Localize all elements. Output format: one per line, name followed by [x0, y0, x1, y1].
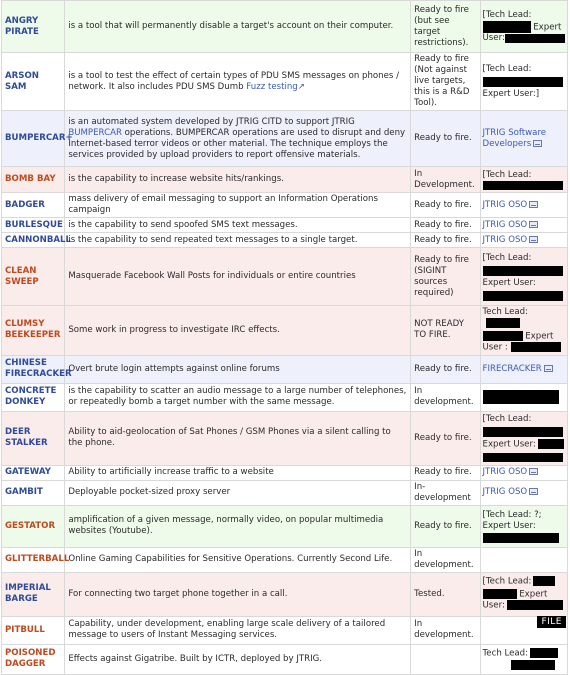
tool-contact [480, 193, 567, 218]
tool-status: Ready to fire (SIGINT sources required) [411, 248, 480, 306]
table-row [2, 505, 568, 547]
contact-link[interactable]: JTRIG OSO [482, 487, 528, 497]
tool-status: Ready to fire (but see target restrictions). [411, 1, 480, 53]
tool-status: Ready to fire. [411, 355, 480, 383]
tool-contact [480, 383, 567, 411]
table-row [2, 480, 568, 505]
tool-description: is the capability to send repeated text messages to a single target. [65, 233, 411, 248]
tool-name: GAMBIT [2, 480, 65, 505]
tech-lead-label: [Tech Lead: [482, 252, 532, 263]
user-label: User: [482, 600, 505, 611]
redaction-block [507, 600, 563, 610]
expert-line [483, 589, 565, 601]
tool-contact [480, 547, 567, 572]
mail-icon[interactable] [529, 236, 538, 243]
tool-status: Ready to fire. [411, 233, 480, 248]
contact-link[interactable]: JTRIG OSO [482, 234, 528, 245]
mail-icon[interactable] [529, 488, 538, 495]
file-watermark: FILE [537, 616, 566, 628]
tool-contact [480, 233, 567, 248]
tool-description [65, 111, 411, 167]
redaction-block [483, 21, 531, 33]
redaction-block [533, 576, 555, 586]
tool-description: Ability to aid-geolocation of Sat Phones / GSM Phones via a silent calling to the phone. [65, 411, 411, 465]
tool-name: CLUMSY BEEKEEPER [2, 306, 65, 356]
tool-contact [480, 1, 567, 53]
tool-name: GESTATOR [2, 505, 65, 547]
tool-status: Tested. [411, 572, 480, 616]
tool-description: Overt brute login attempts against online forums [65, 355, 411, 383]
fuzz-testing-link[interactable]: Fuzz testing [246, 81, 298, 92]
tool-status: In development. [411, 383, 480, 411]
redaction-block [530, 648, 558, 658]
mail-icon[interactable] [529, 201, 538, 208]
tool-status [411, 644, 480, 674]
redaction-block [511, 342, 561, 352]
tool-description: is the capability to scatter an audio message to a large number of telephones, or repeatedly bomb a target number with the same message. [65, 383, 411, 411]
tool-contact [480, 306, 567, 356]
tool-status: In development. [411, 547, 480, 572]
tool-name: ARSON SAM [2, 53, 65, 111]
tool-description: Effects against Gigatribe. Built by ICTR, deployed by JTRIG. [65, 644, 411, 674]
table-row [2, 355, 568, 383]
user-label: User: [482, 33, 505, 44]
tool-contact [480, 411, 567, 465]
tech-lead-label: [Tech Lead: [482, 9, 532, 20]
table-row [2, 616, 568, 644]
tool-name: CHINESE FIRECRACKER [2, 355, 65, 383]
tool-name: BURLESQUE [2, 218, 65, 233]
tool-contact [480, 505, 567, 547]
mail-icon[interactable] [544, 365, 553, 372]
tool-description: Online Gaming Capabilities for Sensitive Operations. Currently Second Life. [65, 547, 411, 572]
mail-icon[interactable] [533, 140, 542, 147]
description-text: is an automated system developed by JTRIG CITD to support JTRIG [68, 116, 355, 127]
table-row [2, 572, 568, 616]
description-text: operations. BUMPERCAR operations are used to disrupt and deny Internet-based terror videos or other material. The technique employs the services provided by upload providers to report offensive materials. [68, 127, 406, 160]
table-row [2, 53, 568, 111]
redaction-block [483, 331, 523, 341]
expert-label: Expert [533, 22, 562, 33]
contact-link[interactable]: JTRIG OSO [482, 199, 528, 210]
expert-label: Expert [519, 589, 548, 600]
redaction-block [483, 181, 563, 190]
expert-line [483, 331, 565, 343]
contact-link[interactable]: FIRECRACKER [482, 363, 542, 374]
table-row [2, 547, 568, 572]
redaction-block [483, 77, 563, 87]
tool-status: NOT READY TO FIRE. [411, 306, 480, 356]
table-row [2, 465, 568, 480]
redaction-block [505, 34, 565, 43]
tool-description: mass delivery of email messaging to support an Information Operations campaign [65, 193, 411, 218]
tool-status: Ready to fire. [411, 111, 480, 167]
tech-lead-label: [Tech Lead: [482, 63, 532, 74]
tool-name: CLEAN SWEEP [2, 248, 65, 306]
tech-lead-label: [Tech Lead: [482, 414, 532, 425]
tech-lead-label: Tech Lead: [482, 307, 529, 317]
tool-description: For connecting two target phone together in a call. [65, 572, 411, 616]
tool-status: Ready to fire. [411, 218, 480, 233]
tool-name: GLITTERBALL [2, 547, 65, 572]
tech-lead-label: [Tech Lead: ?; [482, 509, 542, 520]
tool-contact [480, 644, 567, 674]
tool-description: Ability to artificially increase traffic to a website [65, 465, 411, 480]
contact-link[interactable]: JTRIG Software Developers [482, 127, 547, 149]
tech-lead-label: [Tech Lead: [482, 576, 532, 587]
redaction-block [483, 427, 563, 437]
capabilities-table [1, 0, 568, 675]
table-row [2, 167, 568, 193]
tech-lead-label: Tech Lead: [482, 648, 529, 659]
tool-name: BOMB BAY [2, 167, 65, 193]
tool-status: Ready to fire (Not against live targets, this is a R&D Tool). [411, 53, 480, 111]
redaction-block [483, 390, 559, 404]
tool-status: Ready to fire. [411, 411, 480, 465]
tool-contact [480, 53, 567, 111]
redaction-block [511, 660, 555, 670]
user-label: User : [482, 342, 508, 353]
tool-name: BADGER [2, 193, 65, 218]
tool-name: POISONED DAGGER [2, 644, 65, 674]
tool-description [65, 53, 411, 111]
table-row [2, 383, 568, 411]
tool-description: Deployable pocket-sized proxy server [65, 480, 411, 505]
table-row [2, 1, 568, 53]
description-text: is a tool to test the effect of certain types of PDU SMS messages on phones / network. It also includes PDU SMS Dumb [68, 70, 400, 92]
tool-name: CANNONBALL [2, 233, 65, 248]
table-row [2, 111, 568, 167]
expert-label: Expert User: [482, 520, 536, 531]
mail-icon[interactable] [529, 468, 538, 475]
expert-label: Expert User: [482, 277, 536, 288]
table-row [2, 233, 568, 248]
tool-contact [480, 480, 567, 505]
tool-contact [480, 248, 567, 306]
contact-link[interactable]: JTRIG OSO [482, 467, 528, 477]
redaction-block [483, 266, 563, 276]
tech-lead-label: [Tech Lead: [482, 169, 532, 180]
table-row [2, 193, 568, 218]
table-row [2, 411, 568, 465]
bumpercar-link[interactable]: BUMPERCAR [68, 127, 122, 138]
redaction-block [483, 589, 517, 599]
tool-status: Ready to fire. [411, 193, 480, 218]
tool-name: GATEWAY [2, 465, 65, 480]
tool-status: In development. [411, 616, 480, 644]
tool-description: Capability, under development, enabling large scale delivery of a tailored message to users of Instant Messaging services. [65, 616, 411, 644]
tool-description: Some work in progress to investigate IRC effects. [65, 306, 411, 356]
expert-label: Expert [525, 331, 554, 341]
tool-description: is a tool that will permanently disable a target's account on their computer. [65, 1, 411, 53]
redaction-block [483, 533, 559, 543]
tool-contact [480, 572, 567, 616]
tool-contact [480, 167, 567, 193]
table-row [2, 248, 568, 306]
table-row [2, 218, 568, 233]
tool-contact [480, 465, 567, 480]
expert-label: Expert User: [482, 439, 536, 450]
tool-description: is the capability to increase website hits/rankings. [65, 167, 411, 193]
tool-status: Ready to fire. [411, 505, 480, 547]
tool-name: ANGRY PIRATE [2, 1, 65, 53]
tool-contact [480, 111, 567, 167]
mail-icon[interactable] [529, 221, 538, 228]
tool-description: amplification of a given message, normally video, on popular multimedia websites (Youtube). [65, 505, 411, 547]
tool-name: IMPERIAL BARGE [2, 572, 65, 616]
tool-description: is the capability to send spoofed SMS text messages. [65, 218, 411, 233]
tool-name: CONCRETE DONKEY [2, 383, 65, 411]
tool-status: In Development. [411, 167, 480, 193]
tool-contact [480, 218, 567, 233]
redaction-block [538, 439, 564, 449]
redaction-block [486, 318, 520, 328]
tool-name: PITBULL [2, 616, 65, 644]
table-row [2, 644, 568, 674]
table-row [2, 306, 568, 356]
tool-status: Ready to fire. [411, 465, 480, 480]
tool-name: BUMPERCAR+ [2, 111, 65, 167]
tool-status: In-development [411, 480, 480, 505]
external-link-icon: ↗ [297, 81, 305, 92]
redaction-block [483, 453, 563, 462]
tool-description: Masquerade Facebook Wall Posts for individuals or entire countries [65, 248, 411, 306]
tool-name: DEER STALKER [2, 411, 65, 465]
contact-link[interactable]: JTRIG OSO [482, 219, 528, 230]
redaction-block [483, 291, 563, 301]
expert-label: Expert User:] [482, 88, 540, 99]
tool-contact [480, 355, 567, 383]
